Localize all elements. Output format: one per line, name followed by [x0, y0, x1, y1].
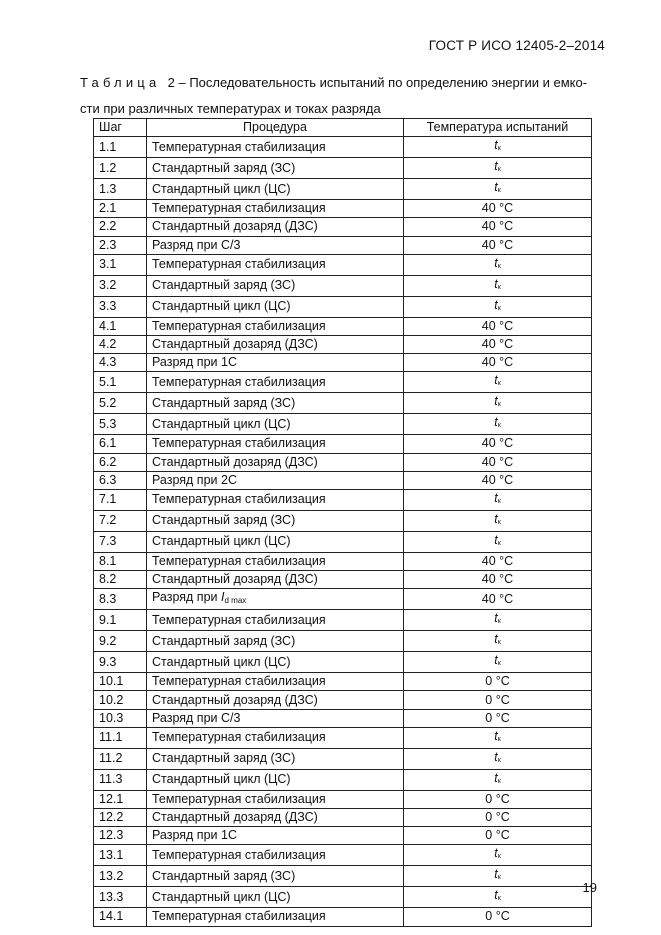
temperature-cell: 40 °C: [404, 589, 592, 610]
temperature-symbol-base: t: [494, 159, 498, 174]
step-cell: 13.2: [94, 866, 147, 887]
temperature-cell: 0 °C: [404, 691, 592, 709]
table-row: [94, 571, 592, 589]
table-row: [94, 158, 592, 179]
temperature-cell: [404, 887, 592, 908]
table-row: [94, 769, 592, 790]
procedure-cell: [147, 552, 404, 570]
temperature-cell: 40 °C: [404, 200, 592, 218]
table-caption: [80, 70, 602, 122]
procedure-cell: [147, 589, 404, 610]
temperature-symbol-subscript: к: [497, 660, 501, 668]
procedure-cell: [147, 631, 404, 652]
step-cell: 7.1: [94, 489, 147, 510]
procedure-cell: [147, 531, 404, 552]
step-cell: 9.1: [94, 610, 147, 631]
temperature-cell: [404, 510, 592, 531]
temperature-symbol-subscript: к: [497, 639, 501, 647]
temperature-symbol: [494, 653, 501, 667]
temperature-symbol-subscript: к: [497, 304, 501, 312]
temperature-symbol-subscript: к: [497, 166, 501, 174]
procedure-cell: [147, 727, 404, 748]
temperature-cell: [404, 769, 592, 790]
table-row: [94, 610, 592, 631]
procedure-text: Стандартный дозаряд (ДЗС): [152, 572, 318, 587]
temperature-symbol-subscript: к: [497, 283, 501, 291]
procedure-text: Стандартный цикл (ЦС): [152, 534, 291, 549]
table-row: [94, 790, 592, 808]
step-cell: 13.1: [94, 845, 147, 866]
temperature-cell: [404, 489, 592, 510]
table-row: [94, 435, 592, 453]
temperature-symbol-subscript: к: [497, 539, 501, 547]
caption-text-line2: сти при различных температурах и токах разряда: [80, 101, 381, 116]
procedure-cell: [147, 218, 404, 236]
step-cell: 12.2: [94, 809, 147, 827]
table-row: [94, 727, 592, 748]
procedure-cell: [147, 489, 404, 510]
temperature-symbol: [494, 729, 501, 743]
temperature-symbol-base: t: [494, 490, 498, 505]
table-row: [94, 275, 592, 296]
procedure-text: Стандартный дозаряд (ДЗС): [152, 454, 318, 469]
procedure-cell: [147, 790, 404, 808]
header-step: Шаг: [94, 119, 147, 137]
temperature-symbol: [494, 298, 501, 312]
procedure-text: Стандартный цикл (ЦС): [152, 889, 291, 904]
table-row: [94, 179, 592, 200]
procedure-text: Стандартный заряд (ЗС): [152, 868, 296, 883]
procedure-text: Температурная стабилизация: [152, 791, 326, 806]
step-cell: 7.3: [94, 531, 147, 552]
procedure-cell: [147, 393, 404, 414]
procedure-cell: [147, 610, 404, 631]
table-row: [94, 453, 592, 471]
temperature-symbol-base: t: [494, 180, 498, 195]
table-row: [94, 845, 592, 866]
table-row: [94, 709, 592, 727]
temperature-cell: [404, 845, 592, 866]
temperature-symbol-subscript: к: [497, 262, 501, 270]
procedure-cell: [147, 317, 404, 335]
procedure-text: Стандартный дозаряд (ДЗС): [152, 219, 318, 234]
table-row: [94, 552, 592, 570]
procedure-cell: [147, 414, 404, 435]
procedure-cell: [147, 296, 404, 317]
procedure-text: Температурная стабилизация: [152, 492, 326, 507]
procedure-cell: [147, 709, 404, 727]
temperature-symbol: [494, 888, 501, 902]
procedure-text: Температурная стабилизация: [152, 201, 326, 216]
table-row: [94, 908, 592, 926]
procedure-cell: [147, 453, 404, 471]
temperature-cell: [404, 631, 592, 652]
temperature-symbol: [494, 632, 501, 646]
table-row: [94, 354, 592, 372]
procedure-cell: [147, 809, 404, 827]
procedure-text: Температурная стабилизация: [152, 730, 326, 745]
temperature-cell: 0 °C: [404, 908, 592, 926]
step-cell: 6.3: [94, 471, 147, 489]
temperature-symbol-base: t: [494, 255, 498, 270]
step-cell: 7.2: [94, 510, 147, 531]
step-cell: 3.2: [94, 275, 147, 296]
temperature-cell: [404, 414, 592, 435]
temperature-symbol: [494, 867, 501, 881]
procedure-text: Разряд при 1С: [152, 355, 237, 370]
temperature-symbol-base: t: [494, 297, 498, 312]
temperature-cell: 0 °C: [404, 827, 592, 845]
procedure-text: Температурная стабилизация: [152, 674, 326, 689]
table-row: [94, 414, 592, 435]
temperature-symbol: [494, 846, 501, 860]
step-cell: 5.3: [94, 414, 147, 435]
temperature-cell: 0 °C: [404, 673, 592, 691]
temperature-cell: 40 °C: [404, 435, 592, 453]
procedure-text: Стандартный заряд (ЗС): [152, 278, 296, 293]
procedure-text: Разряд при С/3: [152, 710, 241, 725]
procedure-cell: [147, 372, 404, 393]
procedure-cell: [147, 845, 404, 866]
temperature-cell: 40 °C: [404, 453, 592, 471]
step-cell: 1.1: [94, 137, 147, 158]
procedure-cell: [147, 769, 404, 790]
procedure-text: Стандартный заряд (ЗС): [152, 751, 296, 766]
temperature-cell: [404, 296, 592, 317]
table-row: [94, 471, 592, 489]
table-row: [94, 652, 592, 673]
temperature-symbol: [494, 277, 501, 291]
temperature-cell: 40 °C: [404, 218, 592, 236]
procedure-text: Разряд при С/3: [152, 237, 241, 252]
step-cell: 12.1: [94, 790, 147, 808]
temperature-symbol-base: t: [494, 611, 498, 626]
procedure-cell: [147, 652, 404, 673]
temperature-symbol-base: t: [494, 138, 498, 153]
table-row: [94, 236, 592, 254]
step-cell: 6.2: [94, 453, 147, 471]
temperature-cell: [404, 254, 592, 275]
temperature-cell: 0 °C: [404, 809, 592, 827]
temperature-symbol: [494, 750, 501, 764]
temperature-symbol: [494, 512, 501, 526]
procedure-text: Стандартный заряд (ЗС): [152, 160, 296, 175]
step-cell: 3.1: [94, 254, 147, 275]
temperature-symbol: [494, 180, 501, 194]
temperature-symbol: [494, 771, 501, 785]
temperature-cell: [404, 727, 592, 748]
document-header: [429, 38, 605, 53]
temperature-cell: 40 °C: [404, 236, 592, 254]
temperature-symbol-base: t: [494, 373, 498, 388]
table-row: [94, 809, 592, 827]
procedure-cell: [147, 471, 404, 489]
step-cell: 11.2: [94, 748, 147, 769]
procedure-text: Стандартный цикл (ЦС): [152, 654, 291, 669]
temperature-cell: 40 °C: [404, 552, 592, 570]
step-cell: 11.3: [94, 769, 147, 790]
procedure-cell: [147, 254, 404, 275]
temperature-cell: 40 °C: [404, 571, 592, 589]
step-cell: 10.2: [94, 691, 147, 709]
temperature-symbol-subscript: к: [497, 187, 501, 195]
temperature-cell: [404, 610, 592, 631]
temperature-symbol-subscript: к: [497, 380, 501, 388]
step-cell: 9.3: [94, 652, 147, 673]
step-cell: 8.1: [94, 552, 147, 570]
temperature-symbol-base: t: [494, 632, 498, 647]
step-cell: 9.2: [94, 631, 147, 652]
temperature-symbol: [494, 394, 501, 408]
temperature-symbol-subscript: к: [497, 401, 501, 409]
table-row: [94, 673, 592, 691]
procedure-text: Температурная стабилизация: [152, 318, 326, 333]
temperature-symbol: [494, 138, 501, 152]
caption-number: 2: [167, 75, 175, 90]
procedure-text: Температурная стабилизация: [152, 847, 326, 862]
temperature-symbol-subscript: к: [497, 874, 501, 882]
standard-number: 12405-2–2014: [515, 38, 605, 53]
table-row: [94, 335, 592, 353]
temperature-cell: 40 °C: [404, 354, 592, 372]
table-row: [94, 510, 592, 531]
step-cell: 1.3: [94, 179, 147, 200]
procedure-text: Стандартный заряд (ЗС): [152, 513, 296, 528]
procedure-text: Разряд при 2С: [152, 472, 237, 487]
header-procedure: Процедура: [147, 119, 404, 137]
step-cell: 5.2: [94, 393, 147, 414]
procedure-cell: [147, 571, 404, 589]
temperature-cell: 40 °C: [404, 317, 592, 335]
temperature-cell: [404, 158, 592, 179]
step-cell: 1.2: [94, 158, 147, 179]
step-cell: 8.3: [94, 589, 147, 610]
temperature-symbol: [494, 159, 501, 173]
temperature-symbol: [494, 611, 501, 625]
temperature-symbol-subscript: к: [497, 145, 501, 153]
table-row: [94, 296, 592, 317]
table-row: [94, 200, 592, 218]
procedure-text: Стандартный дозаряд (ДЗС): [152, 337, 318, 352]
current-symbol: I: [221, 590, 225, 605]
temperature-cell: [404, 393, 592, 414]
temperature-cell: [404, 179, 592, 200]
procedure-text: Стандартный цикл (ЦС): [152, 181, 291, 196]
procedure-cell: [147, 908, 404, 926]
procedure-text: Стандартный дозаряд (ДЗС): [152, 810, 318, 825]
temperature-symbol-base: t: [494, 532, 498, 547]
temperature-symbol-subscript: к: [497, 518, 501, 526]
procedure-cell: [147, 887, 404, 908]
table-row: [94, 531, 592, 552]
temperature-cell: [404, 652, 592, 673]
procedure-text: Стандартный цикл (ЦС): [152, 772, 291, 787]
procedure-cell: [147, 179, 404, 200]
procedure-cell: [147, 158, 404, 179]
step-cell: 11.1: [94, 727, 147, 748]
temperature-symbol-subscript: к: [497, 497, 501, 505]
temperature-cell: [404, 275, 592, 296]
temperature-symbol: [494, 373, 501, 387]
temperature-cell: [404, 531, 592, 552]
procedure-cell: [147, 137, 404, 158]
step-cell: 10.1: [94, 673, 147, 691]
table-body: [94, 137, 592, 926]
table-row: [94, 866, 592, 887]
step-cell: 6.1: [94, 435, 147, 453]
page-number: 19: [582, 880, 597, 895]
procedure-text: Температурная стабилизация: [152, 139, 326, 154]
temperature-cell: 0 °C: [404, 790, 592, 808]
step-cell: 5.1: [94, 372, 147, 393]
temperature-cell: [404, 748, 592, 769]
procedure-cell: [147, 866, 404, 887]
table-row: [94, 137, 592, 158]
step-cell: 4.2: [94, 335, 147, 353]
temperature-symbol-base: t: [494, 749, 498, 764]
temperature-symbol-subscript: к: [497, 853, 501, 861]
temperature-symbol-base: t: [494, 653, 498, 668]
temperature-symbol-subscript: к: [497, 756, 501, 764]
procedure-text: Стандартный цикл (ЦС): [152, 299, 291, 314]
procedure-text: Разряд при 1С: [152, 828, 237, 843]
procedure-cell: [147, 510, 404, 531]
procedure-cell: [147, 236, 404, 254]
table-row: [94, 691, 592, 709]
temperature-symbol-base: t: [494, 276, 498, 291]
procedure-text: Стандартный дозаряд (ДЗС): [152, 692, 318, 707]
step-cell: 4.1: [94, 317, 147, 335]
header-temperature: Температура испытаний: [404, 119, 592, 137]
temperature-symbol-subscript: к: [497, 895, 501, 903]
step-cell: 14.1: [94, 908, 147, 926]
temperature-symbol-base: t: [494, 846, 498, 861]
table-row: [94, 254, 592, 275]
temperature-cell: [404, 372, 592, 393]
temperature-symbol-subscript: к: [497, 618, 501, 626]
step-cell: 12.3: [94, 827, 147, 845]
procedure-cell: [147, 827, 404, 845]
table-row: [94, 748, 592, 769]
step-cell: 2.2: [94, 218, 147, 236]
table-row: [94, 589, 592, 610]
table-row: [94, 317, 592, 335]
procedure-cell: [147, 200, 404, 218]
procedure-text: Температурная стабилизация: [152, 909, 326, 924]
temperature-symbol-base: t: [494, 394, 498, 409]
procedure-text: Стандартный заряд (ЗС): [152, 633, 296, 648]
step-cell: 2.1: [94, 200, 147, 218]
procedure-text: Разряд при: [152, 590, 221, 605]
procedure-text: Стандартный заряд (ЗС): [152, 395, 296, 410]
step-cell: 13.3: [94, 887, 147, 908]
temperature-symbol: [494, 256, 501, 270]
temperature-symbol-subscript: к: [497, 422, 501, 430]
procedure-text: Стандартный цикл (ЦС): [152, 416, 291, 431]
step-cell: 4.3: [94, 354, 147, 372]
step-cell: 2.3: [94, 236, 147, 254]
temperature-symbol-base: t: [494, 415, 498, 430]
temperature-symbol-base: t: [494, 770, 498, 785]
standard-prefix: ГОСТ Р ИСО: [428, 38, 512, 53]
step-cell: 10.3: [94, 709, 147, 727]
temperature-cell: 0 °C: [404, 709, 592, 727]
temperature-cell: [404, 866, 592, 887]
table-row: [94, 489, 592, 510]
procedure-text: Температурная стабилизация: [152, 553, 326, 568]
procedure-cell: [147, 673, 404, 691]
temperature-symbol-base: t: [494, 867, 498, 882]
temperature-symbol-base: t: [494, 888, 498, 903]
procedure-text: Температурная стабилизация: [152, 257, 326, 272]
temperature-symbol: [494, 491, 501, 505]
temperature-symbol-base: t: [494, 728, 498, 743]
table-row: [94, 827, 592, 845]
temperature-symbol: [494, 533, 501, 547]
table-header-row: [94, 119, 592, 137]
temperature-cell: 40 °C: [404, 335, 592, 353]
procedure-cell: [147, 435, 404, 453]
procedure-cell: [147, 748, 404, 769]
temperature-symbol-subscript: к: [497, 735, 501, 743]
table-row: [94, 393, 592, 414]
procedure-cell: [147, 275, 404, 296]
temperature-symbol-base: t: [494, 511, 498, 526]
table-row: [94, 887, 592, 908]
temperature-symbol: [494, 415, 501, 429]
procedure-cell: [147, 691, 404, 709]
step-cell: 8.2: [94, 571, 147, 589]
table-row: [94, 372, 592, 393]
test-sequence-table: [93, 118, 592, 927]
step-cell: 3.3: [94, 296, 147, 317]
current-subscript: d max: [224, 596, 247, 606]
procedure-cell: [147, 354, 404, 372]
caption-label: Таблица: [80, 75, 161, 90]
caption-text-line1: Последовательность испытаний по определению энергии и емко-: [189, 75, 588, 90]
procedure-text: Температурная стабилизация: [152, 612, 326, 627]
procedure-text: Температурная стабилизация: [152, 436, 326, 451]
temperature-symbol-subscript: к: [497, 777, 501, 785]
temperature-cell: [404, 137, 592, 158]
table-row: [94, 631, 592, 652]
procedure-cell: [147, 335, 404, 353]
temperature-cell: 40 °C: [404, 471, 592, 489]
procedure-text: Температурная стабилизация: [152, 374, 326, 389]
table-row: [94, 218, 592, 236]
caption-dash: –: [178, 75, 186, 90]
